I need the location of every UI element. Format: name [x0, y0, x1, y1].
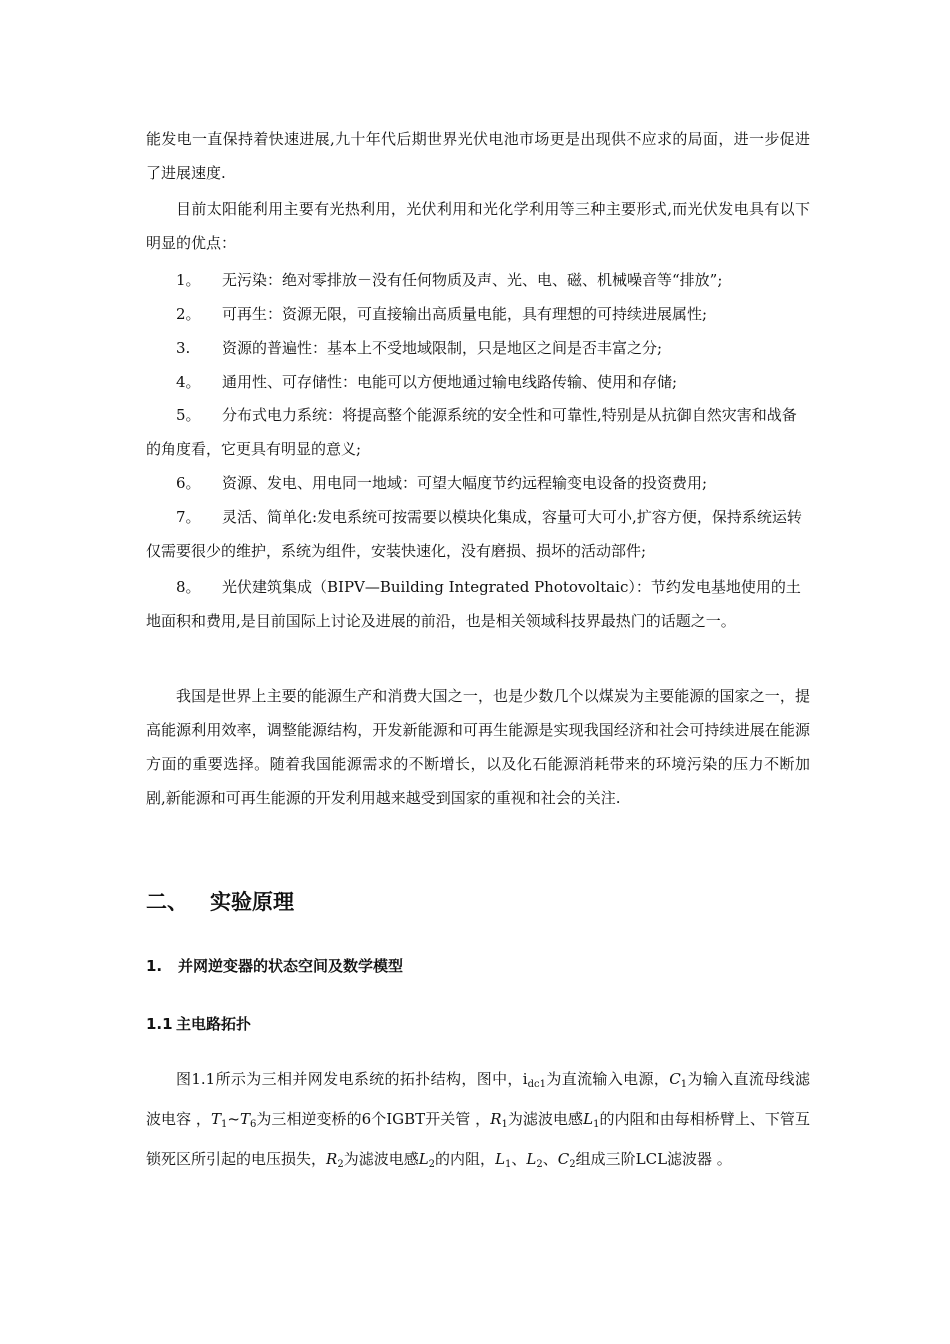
symbol-r2: $R_2$ [326, 1150, 344, 1170]
list-item-number: 5。 [176, 406, 201, 424]
list-item [146, 500, 810, 568]
list-item-text: 光伏建筑集成（BIPV—Building Integrated Photovoltaic）：节约发电基地使用的土地面积和费用,是目前国际上讨论及进展的前沿，也是相关领域科技界最热门的话题之一。 [146, 578, 801, 630]
list-item-text: 分布式电力系统：将提高整个能源系统的安全性和可靠性,特别是从抗御自然灾害和战备的角度看，它更具有明显的意义; [146, 406, 797, 458]
list-item-number: 1。 [176, 271, 201, 289]
subsection-heading-title: 并网逆变器的状态空间及数学模型 [178, 957, 404, 975]
section-heading [146, 886, 294, 916]
symbol-l1: $L_1$ [583, 1110, 600, 1130]
symbol-l2-b: $L_2$ [526, 1150, 543, 1170]
symbol-t1-t6: $T_1\sim T_6$ [210, 1110, 257, 1130]
paragraph-intro-continuation: 能发电一直保持着快速进展,九十年代后期世界光伏电池市场更是出现供不应求的局面，进一步促进了进展速度. [146, 130, 810, 182]
section-heading-title: 实验原理 [210, 890, 294, 914]
paragraph-utilization-forms: 目前太阳能利用主要有光热利用，光伏利用和光化学利用等三种主要形式,而光伏发电具有以下明显的优点： [146, 200, 810, 252]
subsubsection-heading-number: 1.1 [146, 1015, 173, 1033]
subsubsection-heading-title: 主电路拓扑 [176, 1015, 252, 1033]
list-item-text: 通用性、可存储性：电能可以方便地通过输电线路传输、使用和存储; [222, 373, 678, 391]
list-item-text: 资源的普遍性：基本上不受地域限制，只是地区之间是否丰富之分; [222, 339, 663, 357]
subsubsection-heading [146, 1013, 251, 1034]
subsection-heading-number: 1. [146, 957, 163, 975]
list-item [146, 263, 810, 297]
paragraph-topology: 图1.1所示为三相并网发电系统的拓扑结构，图中，$i_{dc1}$为直流输入电源，$C_1$为输入直流母线滤波电容 ，$T_1\sim T_6$为三相逆变桥的6个IGBT开关管 ，$R_1$为滤波电感$L_1$的内阻和由每相桥臂上、下管互锁死区所引起的电压损失，$R_2$为滤波电感$L_2$的内阻，$L_1$、$L_2$、$C_2$组成三阶LCL滤波器 。 [146, 1070, 810, 1170]
list-item [146, 365, 810, 399]
symbol-l2: $L_2$ [418, 1150, 436, 1170]
list-item-number: 4。 [176, 373, 201, 391]
subsection-heading [146, 955, 403, 976]
list-item-number: 8。 [176, 578, 201, 596]
list-item [146, 466, 810, 500]
list-item-number: 3. [176, 339, 191, 357]
list-item-number: 7。 [176, 508, 201, 526]
list-item-text: 资源、发电、用电同一地域：可望大幅度节约远程输变电设备的投资费用; [222, 474, 708, 492]
list-item-number: 2。 [176, 305, 201, 323]
list-item-text: 灵活、简单化:发电系统可按需要以模块化集成，容量可大可小,扩容方便，保持系统运转仅需要很少的维护，系统为组件，安装快速化，没有磨损、损坏的活动部件; [146, 508, 802, 560]
paragraph-china-energy: 我国是世界上主要的能源生产和消费大国之一，也是少数几个以煤炭为主要能源的国家之一，提高能源利用效率，调整能源结构，开发新能源和可再生能源是实现我国经济和社会可持续进展在能源方面的重要选择。随着我国能源需求的不断增长，以及化石能源消耗带来的环境污染的压力不断加剧,新能源和可再生能源的开发利用越来越受到国家的重视和社会的关注. [146, 687, 810, 807]
list-item-text: 可再生：资源无限，可直接输出高质量电能，具有理想的可持续进展属性; [222, 305, 708, 323]
list-item [146, 398, 810, 466]
symbol-idc1: $i_{dc1}$ [522, 1070, 546, 1090]
symbol-l1-b: $L_1$ [495, 1150, 512, 1170]
list-item [146, 570, 810, 638]
symbol-c1: $C_1$ [669, 1070, 688, 1090]
section-heading-number: 二、 [146, 890, 188, 914]
list-item-number: 6。 [176, 474, 201, 492]
symbol-c2: $C_2$ [557, 1150, 576, 1170]
symbol-r1: $R_1$ [490, 1110, 508, 1130]
list-item-text: 无污染：绝对零排放－没有任何物质及声、光、电、磁、机械噪音等“排放”; [222, 271, 723, 289]
list-item [146, 297, 810, 331]
list-item [146, 331, 810, 365]
